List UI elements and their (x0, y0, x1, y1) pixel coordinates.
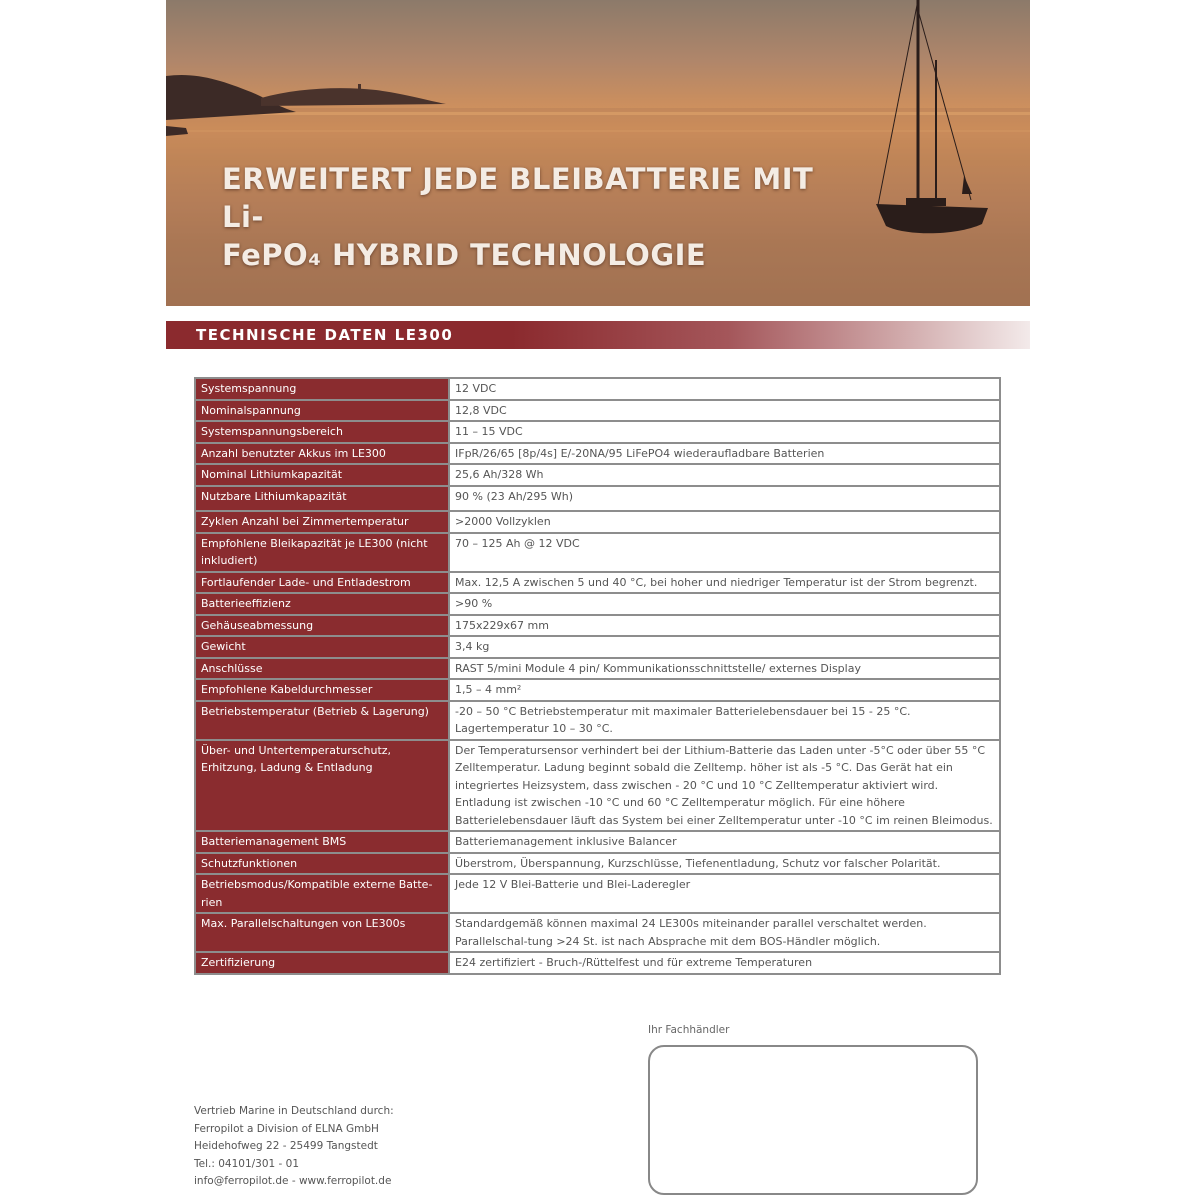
hero-image (166, 0, 1030, 306)
spec-value: E24 zertifiziert - Bruch-/Rüttelfest und für extreme Temperaturen (449, 952, 1000, 974)
spec-label: Zertifizierung (195, 952, 449, 974)
spec-value: Überstrom, Überspannung, Kurzschlüsse, Tiefenentladung, Schutz vor falscher Polarität. (449, 853, 1000, 875)
spec-value: 1,5 – 4 mm² (449, 679, 1000, 701)
table-row (195, 679, 1000, 701)
spec-label: Zyklen Anzahl bei Zimmertemperatur (195, 511, 449, 533)
hero-title-line1: ERWEITERT JEDE BLEIBATTERIE MIT Li- (222, 162, 814, 234)
spec-value: IFpR/26/65 [8p/4s] E/-20NA/95 LiFePO4 wiederaufladbare Batterien (449, 443, 1000, 465)
table-row (195, 443, 1000, 465)
spec-value: Max. 12,5 A zwischen 5 und 40 °C, bei hoher und niedriger Temperatur ist der Strom begrenzt. (449, 572, 1000, 594)
spec-value: Batteriemanagement inklusive Balancer (449, 831, 1000, 853)
table-row (195, 952, 1000, 974)
table-row (195, 378, 1000, 400)
table-row (195, 874, 1000, 913)
spec-label: Nutzbare Lithiumkapazität (195, 486, 449, 512)
spec-value: Der Temperatursensor verhindert bei der Lithium-Batterie das Laden unter -5°C oder über 55 °C Zelltemperatur. Ladung beginnt sobald die Zelltemp. höher ist als -5 °C. Das Gerät hat ein integriertes Heizsystem, dass zwischen - 20 °C und 10 °C Zelltemperatur aktiviert wird. Entladung ist zwischen -10 °C und 60 °C Zelltemperatur möglich. Für eine höhere Batterielebensdauer läuft das System bei einer Zelltemperatur unter -10 °C im reinen Bleimodus. (449, 740, 1000, 832)
spec-label: Empfohlene Kabeldurchmesser (195, 679, 449, 701)
specs-table (194, 377, 1001, 975)
table-row (195, 533, 1000, 572)
table-row (195, 615, 1000, 637)
spec-label: Fortlaufender Lade- und Entladestrom (195, 572, 449, 594)
spec-label: Schutzfunktionen (195, 853, 449, 875)
spec-label: Max. Parallelschaltungen von LE300s (195, 913, 449, 952)
spec-value: 3,4 kg (449, 636, 1000, 658)
spec-value: -20 – 50 °C Betriebstemperatur mit maximaler Batterielebensdauer bei 15 - 25 °C. Lagertemperatur 10 – 30 °C. (449, 701, 1000, 740)
spec-label: Gewicht (195, 636, 449, 658)
spec-label: Anzahl benutzter Akkus im LE300 (195, 443, 449, 465)
spec-value: Standardgemäß können maximal 24 LE300s miteinander parallel verschaltet werden. Parallelschal-tung >24 St. ist nach Absprache mit dem BOS-Händler möglich. (449, 913, 1000, 952)
table-row (195, 511, 1000, 533)
table-row (195, 831, 1000, 853)
table-row (195, 572, 1000, 594)
contact-address: Heidehofweg 22 - 25499 Tangstedt (194, 1140, 378, 1152)
section-title: TECHNISCHE DATEN LE300 (196, 326, 454, 344)
table-row (195, 740, 1000, 832)
spec-value: >2000 Vollzyklen (449, 511, 1000, 533)
spec-value: 25,6 Ah/328 Wh (449, 464, 1000, 486)
spec-value: >90 % (449, 593, 1000, 615)
spec-label: Batteriemanagement BMS (195, 831, 449, 853)
table-row (195, 464, 1000, 486)
contact-block (194, 1103, 394, 1191)
table-row (195, 658, 1000, 680)
spec-label: Gehäuseabmessung (195, 615, 449, 637)
contact-phone: Tel.: 04101/301 - 01 (194, 1157, 300, 1170)
spec-value: 11 – 15 VDC (449, 421, 1000, 443)
spec-label: Systemspannung (195, 378, 449, 400)
spec-label: Nominalspannung (195, 400, 449, 422)
dealer-stamp-box (648, 1045, 978, 1195)
table-row (195, 913, 1000, 952)
spec-value: 70 – 125 Ah @ 12 VDC (449, 533, 1000, 572)
table-row (195, 593, 1000, 615)
spec-label: Betriebstemperatur (Betrieb & Lagerung) (195, 701, 449, 740)
spec-value: Jede 12 V Blei-Batterie und Blei-Laderegler (449, 874, 1000, 913)
hero-title-line2: FePO₄ HYBRID TECHNOLOGIE (222, 238, 707, 272)
table-row (195, 486, 1000, 512)
spec-value: 12 VDC (449, 378, 1000, 400)
table-row (195, 701, 1000, 740)
hero-title (222, 160, 862, 274)
spec-value: RAST 5/mini Module 4 pin/ Kommunikationsschnittstelle/ externes Display (449, 658, 1000, 680)
spec-label: Empfohlene Bleikapazität je LE300 (nicht inkludiert) (195, 533, 449, 572)
table-row (195, 400, 1000, 422)
contact-company: Ferropilot a Division of ELNA GmbH (194, 1122, 379, 1135)
contact-line: Vertrieb Marine in Deutschland durch: (194, 1105, 394, 1117)
dealer-label: Ihr Fachhändler (648, 1024, 730, 1036)
table-row (195, 636, 1000, 658)
spec-label: Nominal Lithiumkapazität (195, 464, 449, 486)
section-banner (166, 321, 1030, 349)
spec-value: 12,8 VDC (449, 400, 1000, 422)
spec-value: 90 % (23 Ah/295 Wh) (449, 486, 1000, 512)
spec-label: Betriebsmodus/Kompatible externe Batte-rien (195, 874, 449, 913)
contact-web: info@ferropilot.de - www.ferropilot.de (194, 1175, 392, 1187)
spec-label: Batterieeffizienz (195, 593, 449, 615)
table-row (195, 421, 1000, 443)
spec-label: Über- und Untertemperaturschutz, Erhitzung, Ladung & Entladung (195, 740, 449, 832)
table-row (195, 853, 1000, 875)
spec-label: Anschlüsse (195, 658, 449, 680)
spec-label: Systemspannungsbereich (195, 421, 449, 443)
spec-value: 175x229x67 mm (449, 615, 1000, 637)
